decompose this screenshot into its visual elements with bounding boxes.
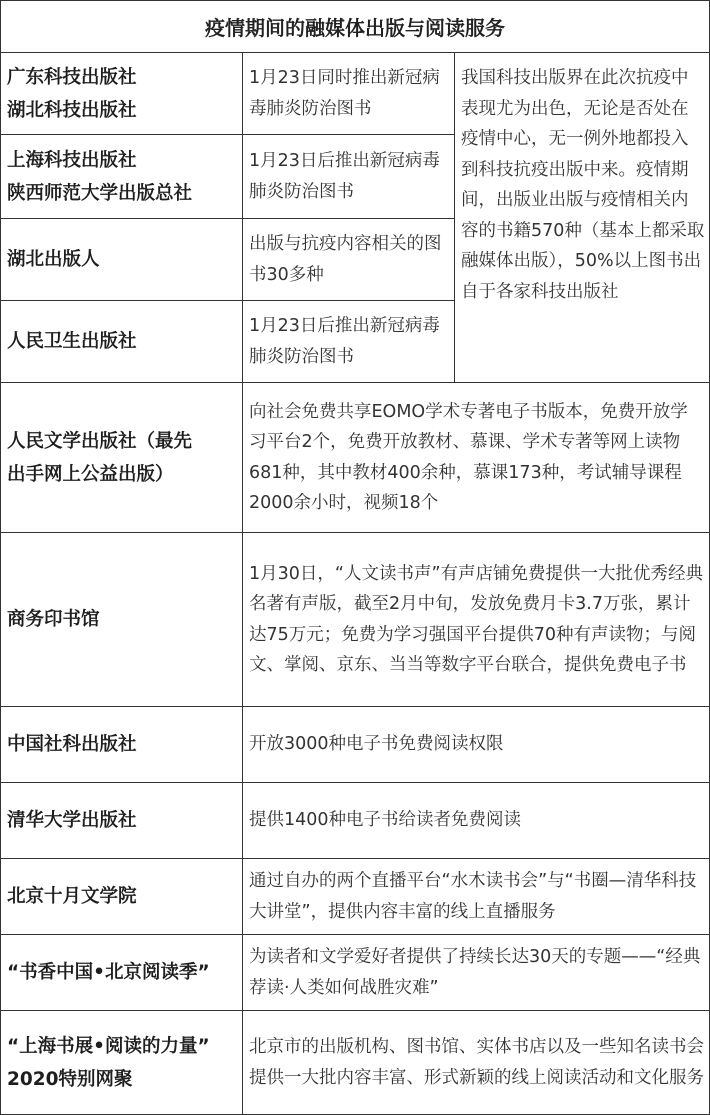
publisher-cell (1, 1011, 243, 1114)
description-text: 向社会免费共享EOMO学术专著电子书版本，免费开放学习平台2个，免费开放教材、慕课、学术专著等网上读物681种，其中教材400余种，慕课173种，考试辅导课程2000余小时，视频18个 (249, 401, 688, 513)
publisher-cell (1, 301, 243, 383)
description-text: 开放3000种电子书免费阅读权限 (249, 734, 504, 755)
description-cell (243, 219, 455, 301)
description-cell (243, 1011, 709, 1114)
description-text: 1月23日后推出新冠病毒肺炎防治图书 (249, 316, 440, 367)
publisher-line: 出手网上公益出版） (7, 463, 174, 485)
publisher-cell (1, 219, 243, 301)
publisher-line: 人民卫生出版社 (7, 331, 137, 352)
description-cell (243, 935, 709, 1011)
description-text: 1月23日同时推出新冠病毒肺炎防治图书 (249, 68, 440, 119)
publisher-cell (1, 859, 243, 935)
publisher-line: 陕西师范大学出版总社 (7, 182, 193, 204)
summary-note-cell (455, 53, 709, 383)
publisher-line: 人民文学出版社（最先 (7, 430, 193, 452)
description-cell (243, 707, 709, 783)
description-text: 1月30日，“人文读书声”有声店铺免费提供一大批优秀经典名著有声版，截至2月中旬，发放免费月卡3.7万张，累计达75万元；免费为学习强国平台提供70种有声读物；与阅文、掌阅、京东、当当等数字平台联合，提供免费电子书 (249, 563, 704, 675)
description-text: 通过自办的两个直播平台“水木读书会”与“书圈—清华科技大讲堂”，提供内容丰富的线上直播服务 (249, 871, 697, 922)
description-cell (243, 859, 709, 935)
publisher-line: 湖北出版人 (7, 249, 100, 270)
publisher-cell (1, 533, 243, 707)
description-cell (243, 533, 709, 707)
publisher-cell (1, 135, 243, 219)
summary-note: 我国科技出版界在此次抗疫中表现尤为出色，无论是否处在疫情中心，无一例外地都投入到科技抗疫出版中来。疫情期间，出版业出版与疫情相关内容的书籍570种（基本上都采取融媒体出版），50%以上图书出自于各家科技出版社 (461, 68, 705, 302)
publisher-cell (1, 783, 243, 859)
description-text: 北京市的出版机构、图书馆、实体书店以及一些知名读书会提供一大批内容丰富、形式新颖的线上阅读活动和文化服务 (249, 1037, 704, 1088)
description-cell (243, 783, 709, 859)
publisher-line: 上海科技出版社 (7, 149, 137, 171)
description-text: 提供1400种电子书给读者免费阅读 (249, 810, 522, 831)
description-cell (243, 53, 455, 135)
publisher-line: 湖北科技出版社 (7, 99, 137, 121)
description-text: 为读者和文学爱好者提供了持续长达30天的专题——“经典荐读·人类如何战胜灾难” (249, 947, 701, 998)
publisher-cell (1, 383, 243, 533)
publisher-cell (1, 707, 243, 783)
description-text: 出版与抗疫内容相关的图书30多种 (249, 234, 442, 285)
publisher-line: “书香中国•北京阅读季” (7, 962, 210, 983)
publisher-line: 中国社科出版社 (7, 734, 137, 755)
publisher-line: 北京十月文学院 (7, 886, 137, 907)
publisher-line: “上海书展•阅读的力量” (7, 1035, 210, 1057)
table-title: 疫情期间的融媒体出版与阅读服务 (1, 1, 709, 53)
publisher-line: 商务印书馆 (7, 609, 100, 630)
publisher-cell (1, 935, 243, 1011)
publisher-cell (1, 53, 243, 135)
publisher-line: 广东科技出版社 (7, 66, 137, 88)
description-cell (243, 383, 709, 533)
publisher-line: 清华大学出版社 (7, 810, 137, 831)
publisher-line: 2020特别网聚 (7, 1068, 133, 1090)
description-cell (243, 135, 455, 219)
description-cell (243, 301, 455, 383)
description-text: 1月23日后推出新冠病毒肺炎防治图书 (249, 151, 440, 202)
